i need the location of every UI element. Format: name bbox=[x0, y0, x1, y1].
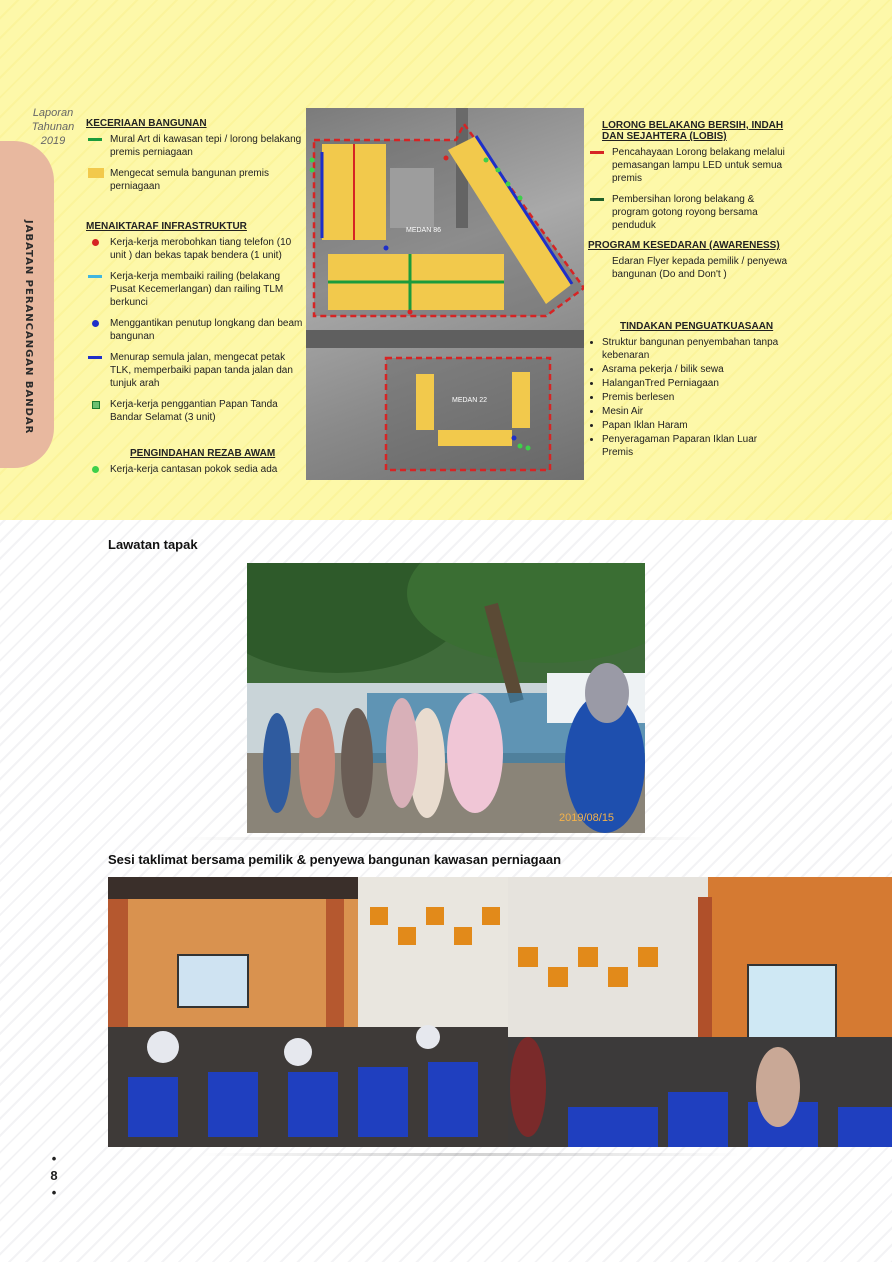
divider-shadow bbox=[180, 837, 710, 840]
tree-dot bbox=[496, 168, 501, 173]
drain-dot bbox=[512, 436, 517, 441]
enforcement-list bbox=[588, 336, 788, 459]
legend-text: Kerja-kerja membaiki railing (belakang Pusat Kecemerlangan) dan railing TLM berkunci bbox=[110, 271, 284, 308]
legend-item bbox=[588, 193, 788, 232]
green-dot-icon bbox=[86, 463, 104, 476]
pole-dot bbox=[444, 156, 449, 161]
enforcement-item: • Asrama pekerja / bilik sewa bbox=[602, 363, 788, 376]
legend-text: Kerja-kerja cantasan pokok sedia ada bbox=[110, 464, 278, 475]
green-square-icon bbox=[86, 398, 104, 411]
legend-item bbox=[86, 463, 306, 476]
legend-text: Kerja-kerja penggantian Papan Tanda Bandar Selamat (3 unit) bbox=[110, 399, 278, 423]
report-label-year: 2019 bbox=[40, 135, 66, 147]
legend-item bbox=[86, 398, 306, 424]
enforcement-item: • Premis berlesen bbox=[602, 391, 788, 404]
legend-title-keceriaan: KECERIAAN BANGUNAN bbox=[86, 118, 207, 129]
darkgreen-line-icon bbox=[588, 193, 606, 206]
page-bullet: • bbox=[51, 1151, 57, 1166]
legend-item bbox=[86, 133, 306, 159]
briefing-photo-left bbox=[108, 877, 508, 1147]
legend-item bbox=[86, 317, 306, 343]
tree-dot bbox=[484, 158, 489, 163]
blue-line-icon bbox=[86, 351, 104, 364]
red-line-icon bbox=[588, 146, 606, 159]
pole-dot bbox=[408, 310, 413, 315]
site-visit-photo bbox=[247, 563, 645, 833]
report-label bbox=[22, 106, 84, 148]
map-label-medan86: MEDAN 86 bbox=[406, 227, 442, 234]
page-number bbox=[48, 1150, 60, 1201]
enforcement-item: • Penyeragaman Paparan Iklan Luar Premis bbox=[602, 433, 788, 459]
legend-text: Kerja-kerja merobohkan tiang telefon (10 unit ) dan bekas tapak bendera (1 unit) bbox=[110, 237, 292, 261]
site-map bbox=[306, 108, 584, 480]
legend-item bbox=[86, 167, 306, 193]
tree-dot bbox=[506, 182, 511, 187]
legend-text: Menggantikan penutup longkang dan beam bangunan bbox=[110, 318, 303, 342]
legend-title-lobis: LORONG BELAKANG BERSIH, INDAH DAN SEJAHTERA (LOBIS) bbox=[602, 120, 784, 142]
photo-timestamp: 2019/08/15 bbox=[559, 812, 615, 824]
cyan-line-icon bbox=[86, 270, 104, 283]
legend-item bbox=[86, 270, 306, 309]
legend-title-infrastruktur: MENAIKTARAF INFRASTRUKTUR bbox=[86, 221, 247, 232]
yellow-box-icon bbox=[86, 167, 104, 180]
page-number-value: 8 bbox=[50, 1168, 58, 1183]
briefing-heading: Sesi taklimat bersama pemilik & penyewa bangunan kawasan perniagaan bbox=[108, 852, 562, 867]
enforcement-item: • Papan Iklan Haram bbox=[602, 419, 788, 432]
map-label-medan22: MEDAN 22 bbox=[452, 397, 488, 404]
building-block bbox=[438, 430, 512, 446]
site-visit-heading: Lawatan tapak bbox=[108, 537, 198, 552]
legend-text: Pembersihan lorong belakang & program gotong royong bersama penduduk bbox=[612, 194, 758, 231]
report-label-line: Tahunan bbox=[31, 121, 75, 133]
drain-dot bbox=[384, 246, 389, 251]
enforcement-item: • HalanganTred Perniagaan bbox=[602, 377, 788, 390]
briefing-photo-right bbox=[508, 877, 892, 1147]
legend-item bbox=[86, 236, 306, 262]
tree-dot bbox=[526, 446, 531, 451]
tree-dot bbox=[310, 168, 315, 173]
green-line-icon bbox=[86, 133, 104, 146]
enforcement-item: • Struktur bangunan penyembahan tanpa kebenaran bbox=[602, 336, 788, 362]
tree-dot bbox=[310, 158, 315, 163]
legend-text: Mengecat semula bangunan premis perniagaan bbox=[110, 168, 269, 192]
legend-text: Pencahayaan Lorong belakang melalui pemasangan lampu LED untuk semua premis bbox=[612, 147, 785, 184]
map-road bbox=[306, 330, 584, 348]
legend-left bbox=[86, 118, 306, 484]
page-bullet: • bbox=[51, 1185, 57, 1200]
building-block bbox=[390, 168, 434, 228]
awareness-text: Edaran Flyer kepada pemilik / penyewa bangunan (Do and Don't ) bbox=[612, 256, 788, 280]
tree-dot bbox=[518, 196, 523, 201]
building-block bbox=[512, 372, 530, 428]
legend-item bbox=[86, 351, 306, 390]
tree-dot bbox=[518, 444, 523, 449]
legend-right bbox=[588, 120, 788, 460]
divider-shadow bbox=[200, 1153, 740, 1156]
legend-text: Menurap semula jalan, mengecat petak TLK, memperbaiki papan tanda jalan dan tunjuk arah bbox=[110, 352, 293, 389]
department-label: JABATAN PERANCANGAN BANDAR bbox=[23, 220, 34, 435]
legend-text: Mural Art di kawasan tepi / lorong belakang premis perniagaan bbox=[110, 134, 302, 158]
blue-dot-icon bbox=[86, 317, 104, 330]
red-dot-icon bbox=[86, 236, 104, 249]
enforcement-item: • Mesin Air bbox=[602, 405, 788, 418]
legend-title-awareness: PROGRAM KESEDARAN (AWARENESS) bbox=[588, 240, 780, 251]
legend-title-penguatkuasaan: TINDAKAN PENGUATKUASAAN bbox=[620, 321, 774, 332]
building-block bbox=[416, 374, 434, 430]
report-label-line: Laporan bbox=[32, 107, 74, 119]
legend-item bbox=[588, 146, 788, 185]
legend-title-rezab: PENGINDAHAN REZAB AWAM bbox=[130, 448, 276, 459]
